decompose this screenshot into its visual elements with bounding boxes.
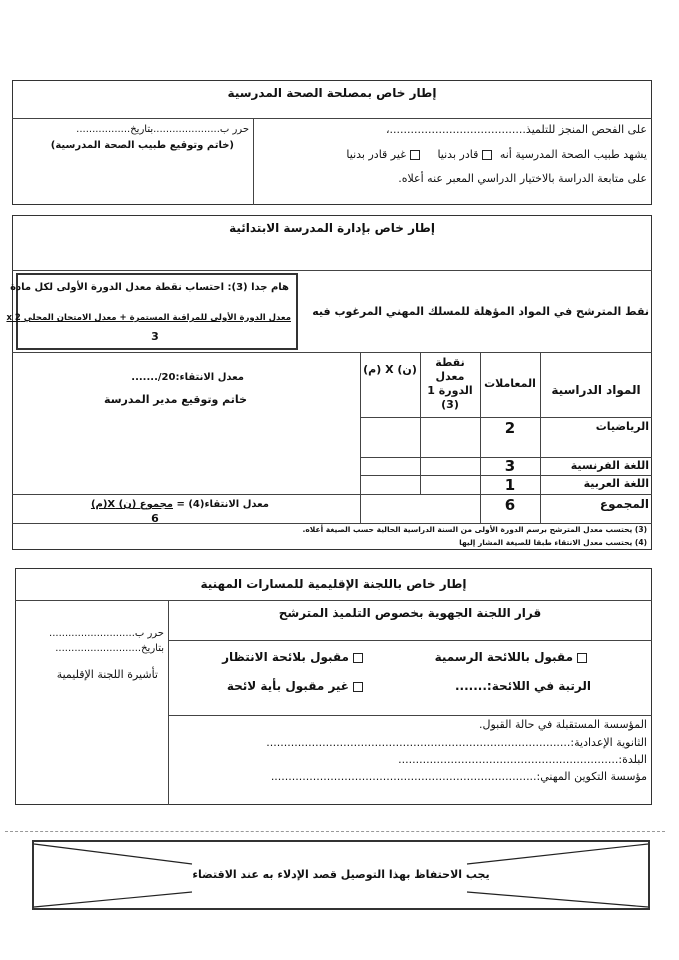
health-written-at: حرر ب.....................بتاريخ................. [76, 124, 249, 135]
committee-title: إطار خاص باللجنة الإقليمية للمسارات المهنية [200, 577, 467, 591]
total-coef: 6 [504, 496, 516, 514]
health-title: إطار خاص بمصلحة الصحة المدرسية [227, 86, 437, 100]
opt-official[interactable] [435, 650, 591, 664]
health-stamp: (خاتم وتوقيع طبيب الصحة المدرسية) [50, 140, 234, 151]
header-subject: المواد الدراسية [551, 383, 641, 397]
rank: الرتبة في اللائحة:....... [455, 679, 591, 693]
school-title: إطار خاص بإدارة المدرسة الابتدائية [229, 221, 435, 235]
opt-official-label: مقبول باللائحة الرسمية [434, 650, 573, 664]
health-line3: على متابعة الدراسة بالاختيار الدراسي المعبر عنه أعلاه. [398, 172, 647, 185]
fit-checkbox[interactable] [482, 150, 492, 160]
town-field[interactable]: البلدة:............................................................... [398, 753, 647, 766]
formula [91, 499, 269, 510]
opt-waiting[interactable] [222, 650, 367, 664]
header-product: (ن) X (م) [363, 363, 417, 376]
committee-date: بتاريخ........................... [55, 643, 164, 654]
subject-arabic: اللغة العربية [583, 477, 649, 490]
grades-heading: نقط المترشح في المواد المؤهلة للمسلك المهني المرغوب فيه [312, 305, 649, 318]
health-line2-prefix: يشهد طبيب الصحة المدرسية أنه [499, 148, 647, 161]
note-divisor: 3 [151, 330, 159, 343]
formula-den: 6 [151, 512, 159, 525]
director-stamp: خاتم وتوقيع مدير المدرسة [104, 393, 247, 406]
formula-num: مجموع (ن) X(م) [90, 499, 173, 510]
note-title: هام جدا (3): احتساب نقطة معدل الدورة الأولى لكل مادة [10, 282, 289, 293]
dashed-separator [5, 831, 665, 832]
committee-visa: تأشيرة اللجنة الإقليمية [56, 668, 158, 681]
subject-french: اللغة الفرنسية [570, 459, 649, 472]
formula-label: معدل الانتقاء(4) = [176, 499, 269, 510]
opt-rejected[interactable] [227, 679, 367, 693]
committee-written-at: حرر ب........................... [49, 628, 164, 639]
vocational-field[interactable]: مؤسسة التكوين المهني:............................................................................ [270, 770, 647, 783]
unfit-label: غير قادر بدنيا [346, 148, 406, 161]
unfit-checkbox[interactable] [410, 150, 420, 160]
opt-rejected-label: غير مقبول بأية لائحة [226, 679, 349, 693]
decision-title: قرار اللجنة الجهوية بخصوص التلميذ المترشح [278, 606, 542, 620]
subject-math: الرياضيات [595, 420, 649, 433]
coef-arabic: 1 [504, 476, 516, 494]
health-line2 [346, 148, 647, 161]
notice-text: يجب الاحتفاظ بهذا التوصيل قصد الإدلاء به عند الاقتضاء [192, 868, 490, 881]
coef-french: 3 [504, 457, 516, 475]
health-line1: على الفحص المنجز للتلميذ.......................................، [386, 123, 647, 136]
selection-average: معدل الانتقاء:20/....... [131, 372, 244, 383]
header-grade: نقطة معدل الدورة 1 (3) [427, 356, 473, 411]
footnote-3: (3) يحتسب معدل المترشح برسم الدورة الأولى من السنة الدراسية الحالية حسب الصيغة أعلاه. [302, 525, 647, 534]
coef-math: 2 [504, 419, 516, 437]
total-label: المجموع [599, 497, 649, 511]
footnote-4: (4) يحتسب معدل الانتقاء طبقا للصيغة المشار إليها [459, 538, 647, 547]
opt-waiting-label: مقبول بلائحة الانتظار [222, 650, 349, 664]
institution-heading: المؤسسة المستقبلة في حالة القبول. [479, 718, 647, 731]
note-formula: معدل الدورة الأولى للمراقبة المستمرة + معدل الامتحان المحلي x 2 [6, 313, 291, 323]
header-coef: المعاملات [484, 377, 536, 390]
fit-label: قادر بدنيا [437, 148, 479, 161]
college-field[interactable]: الثانوية الإعدادية:....................................................................................... [266, 736, 647, 749]
